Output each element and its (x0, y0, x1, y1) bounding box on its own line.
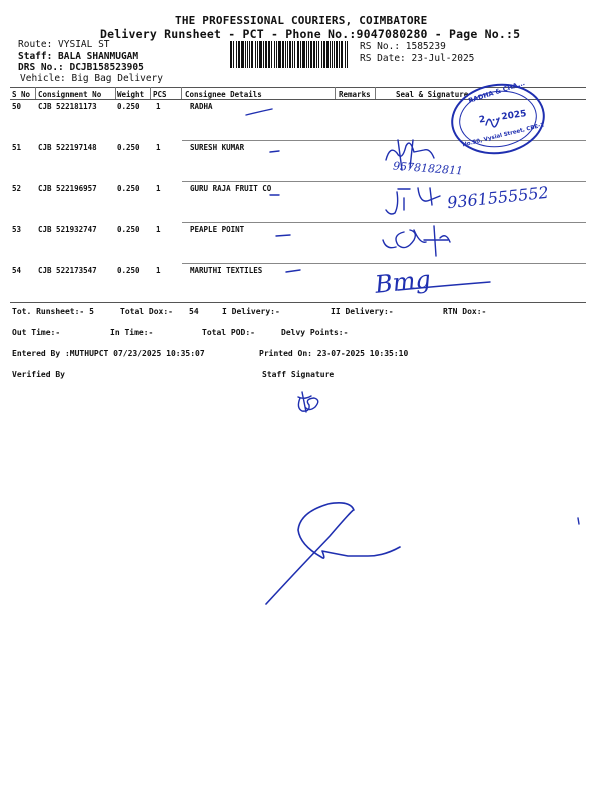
rtn-dox: RTN Dox:- (443, 307, 487, 316)
out-time: Out Time:- (12, 328, 61, 337)
row-pcs: 1 (156, 184, 161, 193)
col-consignment: Consignment No (38, 90, 102, 99)
drs-label: DRS No.: DCJB158523905 (18, 62, 144, 73)
handwritten-phone: 9361555552 (446, 182, 550, 213)
large-scribble (266, 503, 400, 604)
row-consignee: PEAPLE POINT (190, 225, 245, 234)
row-consignment: CJB 522196957 (38, 184, 97, 193)
row-weight: 0.250 (117, 143, 140, 152)
total-pod: Total POD:- (202, 328, 255, 337)
barcode (230, 41, 352, 68)
row-consignment: CJB 522197148 (38, 143, 97, 152)
margin-mark (578, 518, 579, 524)
row-sno: 52 (12, 184, 22, 193)
handwritten-phone: 9578182811 (392, 159, 464, 178)
row-rule (182, 181, 586, 182)
total-dox-value: 54 (189, 307, 199, 316)
row-consignee: SURESH KUMAR (190, 143, 245, 152)
row-weight: 0.250 (117, 266, 140, 275)
row-weight: 0.250 (117, 102, 140, 111)
col-signature: Seal & Signature (396, 90, 469, 99)
verified-by: Verified By (12, 370, 65, 379)
row-sno: 50 (12, 102, 22, 111)
row-consignee: RADHA (190, 102, 213, 111)
handwritten-signature: Bmg (373, 265, 433, 299)
col-divider (150, 87, 151, 99)
col-divider (35, 87, 36, 99)
col-divider (115, 87, 116, 99)
entered-by: Entered By :MUTHUPCT 07/23/2025 10:35:07 (12, 349, 205, 358)
row-consignment: CJB 522173547 (38, 266, 97, 275)
stamp-bottom-text: No.50, Vysial Street, CBE-1 (461, 122, 545, 149)
row-pcs: 1 (156, 225, 161, 234)
signature-row-53 (383, 226, 450, 256)
staff-label: Staff: BALA SHANMUGAM (18, 51, 139, 62)
tick-mark (246, 109, 272, 115)
page-title: Delivery Runsheet - PCT - Phone No.:9047080280 - Page No.:5 (100, 27, 521, 41)
col-divider (181, 87, 182, 99)
total-dox-label: Total Dox:- (120, 307, 173, 316)
row-weight: 0.250 (117, 225, 140, 234)
route-label: Route: VYSIAL ST (18, 39, 110, 50)
vehicle-label: Vehicle: Big Bag Delivery (20, 73, 163, 84)
tick-mark (276, 235, 290, 236)
first-delivery: I Delivery:- (222, 307, 280, 316)
row-pcs: 1 (156, 266, 161, 275)
row-consignment: CJB 522181173 (38, 102, 97, 111)
row-weight: 0.250 (117, 184, 140, 193)
second-delivery: II Delivery:- (331, 307, 394, 316)
tick-mark (270, 151, 279, 152)
rs-date: RS Date: 23-Jul-2025 (360, 53, 475, 64)
col-consignee: Consignee Details (185, 90, 262, 99)
staff-signature (298, 392, 318, 412)
col-divider (335, 87, 336, 99)
signature-row-52 (386, 188, 440, 214)
col-divider (375, 87, 376, 99)
row-consignment: CJB 521932747 (38, 225, 97, 234)
col-sno: S No (12, 90, 31, 99)
col-pcs: PCS (153, 90, 167, 99)
stamp-date: 2 ... 2025 (478, 109, 528, 126)
total-runsheet: Tot. Runsheet:- 5 (12, 307, 94, 316)
company-name: THE PROFESSIONAL COURIERS, COIMBATORE (175, 14, 428, 27)
row-pcs: 1 (156, 102, 161, 111)
table-bottom-rule (10, 302, 586, 303)
row-sno: 53 (12, 225, 22, 234)
row-consignee: GURU RAJA FRUIT CO (190, 184, 272, 193)
row-consignee: MARUTHI TEXTILES (190, 266, 263, 275)
rs-number: RS No.: 1585239 (360, 41, 446, 52)
in-time: In Time:- (110, 328, 154, 337)
staff-signature-label: Staff Signature (262, 370, 335, 379)
col-weight: Weight (117, 90, 145, 99)
row-sno: 54 (12, 266, 22, 275)
stamp-top-text: RADHA & CHA... (467, 79, 526, 105)
delvy-points: Delvy Points:- (281, 328, 349, 337)
col-remarks: Remarks (339, 90, 371, 99)
printed-on: Printed On: 23-07-2025 10:35:10 (259, 349, 409, 358)
row-sno: 51 (12, 143, 22, 152)
row-rule (182, 263, 586, 264)
row-pcs: 1 (156, 143, 161, 152)
tick-mark (286, 270, 300, 272)
row-rule (182, 222, 586, 223)
